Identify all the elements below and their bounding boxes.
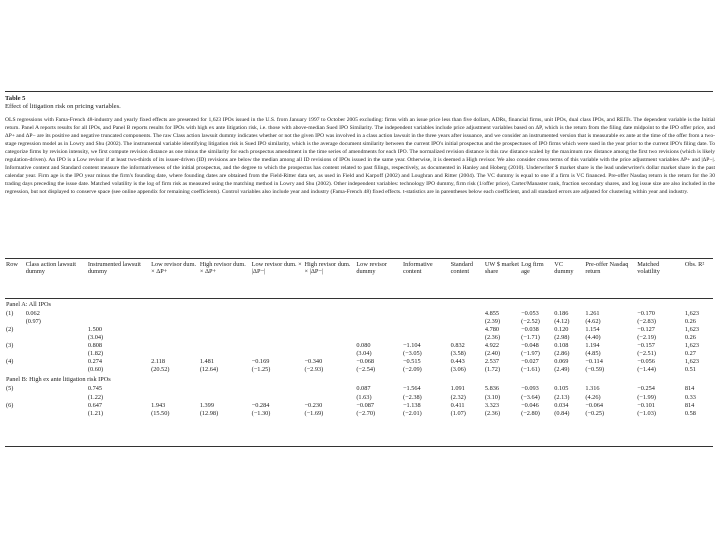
table-cell: 0.26 — [684, 317, 696, 325]
table-cell: (4) — [6, 358, 14, 366]
table-cell: 1,623 — [684, 341, 700, 349]
col-informative: Informative content — [402, 261, 433, 276]
table-cell: 0.832 — [450, 341, 465, 349]
table-cell — [355, 310, 402, 318]
table-cell: (1) — [6, 309, 14, 317]
table-cell — [25, 358, 87, 366]
table-cell: (−1.99) — [637, 393, 656, 401]
table-cell: (0.97) — [25, 317, 41, 325]
table-cell: (1.72) — [484, 366, 501, 374]
table-cell — [450, 326, 484, 334]
table-cell — [150, 310, 199, 318]
table-cell: (−2.38) — [402, 393, 422, 401]
table-cell: −0.169 — [251, 358, 270, 366]
table-cell: (−1.30) — [251, 409, 271, 417]
table-cell — [25, 402, 87, 410]
table-cell: −0.284 — [251, 401, 270, 409]
table-cell — [199, 326, 251, 334]
table-cell: −0.515 — [402, 358, 421, 366]
table-cell: (−2.80) — [521, 409, 540, 417]
table-cell: (3.04) — [356, 350, 372, 358]
table-row — [5, 318, 713, 326]
table-cell: (3.04) — [87, 333, 104, 341]
table-cell: (1.07) — [450, 409, 466, 417]
col-standard: Standard content — [450, 261, 474, 276]
col-class-action: Class action lawsuit dummy — [25, 261, 77, 276]
table-cell: 4.780 — [484, 325, 500, 333]
table-cell: (15.50) — [151, 409, 170, 417]
table-cell: 0.411 — [450, 401, 465, 409]
table-cell: 0.069 — [554, 358, 569, 366]
col-low-revisor: Low revisor dummy — [356, 261, 387, 276]
table-cell: 3.323 — [484, 401, 500, 409]
table-cell — [355, 318, 402, 326]
table-cell — [25, 366, 87, 374]
table-cell: (4.62) — [585, 317, 601, 325]
table-cell — [87, 310, 150, 318]
table-cell: 1.481 — [199, 358, 214, 366]
table-cell: −0.093 — [521, 385, 539, 393]
table-cell — [5, 394, 25, 402]
table-cell: 1.500 — [87, 325, 103, 333]
table-cell — [150, 385, 199, 393]
table-cell: −0.170 — [637, 309, 655, 317]
table-cell: (2.86) — [554, 350, 570, 358]
table-cell — [251, 385, 304, 393]
table-cell: 0.58 — [684, 409, 696, 417]
table-cell: 1,623 — [684, 358, 700, 366]
table-cell — [150, 394, 199, 402]
table-cell: (−3.64) — [521, 393, 540, 401]
table-cell: 1.091 — [450, 385, 465, 393]
table-cell: (−2.52) — [521, 317, 540, 325]
table-cell — [199, 342, 251, 350]
table-cell: −1.138 — [402, 401, 421, 409]
table-cell: −0.114 — [585, 358, 603, 366]
table-row — [5, 358, 713, 366]
panel-a-label: Panel A: All IPOs — [6, 300, 51, 308]
table-cell: (−2.70) — [356, 409, 376, 417]
table-cell — [25, 385, 87, 393]
col-instrumented: Instrumented lawsuit dummy — [87, 261, 141, 276]
table-cell — [87, 318, 150, 326]
table-cell: (0.84) — [554, 409, 570, 417]
col-firm-age: Log firm age — [521, 261, 544, 276]
table-cell: 0.33 — [684, 393, 696, 401]
table-cell: 0.120 — [554, 325, 569, 333]
table-cell: 1.943 — [151, 401, 166, 409]
table-cell — [402, 326, 450, 334]
table-cell: (−2.09) — [402, 366, 422, 374]
table-cell: (3.10) — [484, 393, 501, 401]
table-cell — [150, 326, 199, 334]
table-cell — [355, 334, 402, 342]
table-cell — [402, 334, 450, 342]
table-cell — [251, 342, 304, 350]
table-cell: −0.046 — [521, 401, 539, 409]
table-cell — [304, 385, 356, 393]
table-cell: 4.922 — [484, 341, 500, 349]
header-top-rule — [5, 258, 713, 259]
table-cell: −0.340 — [304, 358, 323, 366]
table-cell: 2.537 — [484, 358, 500, 366]
table-cell: 0.26 — [684, 333, 696, 341]
table-cell — [251, 334, 304, 342]
table-row — [5, 310, 713, 318]
table-cell: (2) — [6, 325, 14, 333]
table-cell: −1.564 — [402, 385, 421, 393]
table-cell — [5, 334, 25, 342]
table-cell: −0.230 — [304, 401, 323, 409]
table-cell: (2.40) — [484, 350, 501, 358]
table-cell: −0.053 — [521, 309, 539, 317]
table-cell: (20.52) — [151, 366, 170, 374]
table-cell: 0.647 — [87, 401, 103, 409]
table-cell: (−0.25) — [585, 409, 605, 417]
table-cell — [150, 350, 199, 358]
col-high-rev-dp-neg: High revisor dum. × |ΔP−| — [304, 261, 351, 276]
table-cell: (2.13) — [554, 393, 570, 401]
table-cell — [251, 394, 304, 402]
table-row — [5, 350, 713, 358]
table-cell — [199, 385, 251, 393]
table-cell: (2.36) — [484, 409, 501, 417]
table-cell — [5, 318, 25, 326]
table-cell: 814 — [684, 385, 695, 393]
table-cell: −0.048 — [521, 341, 539, 349]
table-cell: (−1.61) — [521, 366, 540, 374]
table-cell: 1.399 — [199, 401, 214, 409]
table-cell: 814 — [684, 401, 695, 409]
table-cell: −0.038 — [521, 325, 539, 333]
table-cell: (−1.44) — [637, 366, 656, 374]
table-cell: 0.808 — [87, 341, 103, 349]
table-cell: −0.101 — [637, 401, 655, 409]
table-cell: (5) — [6, 385, 14, 393]
table-cell — [25, 342, 87, 350]
table-row — [5, 385, 713, 393]
table-cell: 1,623 — [684, 309, 700, 317]
table-caption: OLS regressions with Fama-French 48-industry and yearly fixed effects are presented for 1,623 IPOs issued in the U.S. from January 1997 to October 2005 excluding: firms with an issue price less than five dollars, ADRs, financial firms, unit IPOs, dual class IPOs, and REITs. The dependent variable is the Initial return. Panel A reports results for all IPOs, and Panel B reports results for IPOs with high ex ante litigation risk, i.e. those with above-median Sued IPO Similarity. The independent variables include price adjustment variables based on ΔP, which is the return from the filing date midpoint to the IPO offer price, and ΔP+ and ΔP− are its positive and negative truncated components. The raw Class action lawsuit dummy indicates whether or not the given IPO was involved in a class action lawsuit in the three years after issuance, and we consider an instrumented version that is measurable ex ante at the time of the offer from a two-stage regression model as in Lowry and Shu (2002). The instrumental variable identifying litigation risk is Sued IPO similarity, which is the average document similarity between the current IPO's initial prospectus and the prospectuses of IPO firms which were sued in the year prior to the current IPO's filing date. To categorize firms by revision intensity, we first compute revision distance as one minus the similarity for each prospectus amendment in the time series of amendments for each IPO. The normalized revision distance is this raw distance scaled by the maximum raw distance among the first two revisions (which is likely regulation-driven). An IPO is a Low revisor if at least two-thirds of its issuer-driven (ID) revisions are below the median among all ID revisions of IPOs issued in the same year. Otherwise, it is deemed a High revisor. We also consider cross terms of this variable with the price adjustment variables ΔP+ and |ΔP−|. Informative content and Standard content measure the informativeness of the initial prospectus, and the degree to which the prospectus has content related to past filings, respectively, as documented in Hanley and Hoberg (2010). Underwriter $ market share is the lead underwriter's dollar market share in the past calendar year. Firm age is the IPO year minus the firm's founding date, where founding dates are obtained from the Field-Ritter data set, as used in Field and Karpoff (2002) and Loughran and Ritter (2004). The VC dummy is equal to one if a firm is VC financed. Pre-offer Nasdaq return is the return for the 30 trading days preceding the issue date. Matched volatility is the log of firm risk as measured using the matching method in Lowry and Shu (2002). Other independent variables: technology IPO dummy, firm risk (1/offer price), Carter/Manaster rank, fraction secondary shares, and log issue size are also included in the regression, but not displayed to conserve space (see online appendix for remaining coefficients). Control variables also include year and industry (Fama-French 48) fixed effects. t-statistics are in parentheses below each coefficient, and all standard errors are adjusted for clustering within year and industry. — [5, 117, 715, 196]
table-cell: (2.98) — [554, 333, 570, 341]
table-cell: 2.118 — [151, 358, 166, 366]
table-cell: 0.087 — [356, 385, 371, 393]
table-cell: 0.105 — [554, 385, 569, 393]
table-cell — [450, 310, 484, 318]
table-cell — [304, 318, 356, 326]
table-cell — [150, 318, 199, 326]
table-cell: (1.63) — [356, 393, 372, 401]
table-cell — [199, 350, 251, 358]
table-cell: (−1.97) — [521, 350, 540, 358]
table-cell: −0.254 — [637, 385, 655, 393]
table-cell — [304, 342, 356, 350]
table-cell: 1.154 — [585, 325, 600, 333]
table-cell: −0.127 — [637, 325, 655, 333]
table-cell — [199, 310, 251, 318]
table-cell: (−2.93) — [304, 366, 324, 374]
table-cell: (3) — [6, 341, 14, 349]
table-cell — [355, 326, 402, 334]
col-low-rev-dp-neg: Low revisor dum. × |ΔP−| — [251, 261, 302, 276]
table-cell: −1.104 — [402, 341, 421, 349]
table-cell: (−1.69) — [304, 409, 324, 417]
table-cell: 1.261 — [585, 309, 600, 317]
col-obs: Obs. R² — [684, 261, 705, 268]
table-cell: (4.26) — [585, 393, 601, 401]
table-cell: −0.157 — [637, 341, 655, 349]
table-cell: (1.22) — [87, 393, 104, 401]
table-cell: 0.080 — [356, 341, 371, 349]
table-cell: 4.855 — [484, 309, 500, 317]
table-cell: 0.108 — [554, 341, 569, 349]
table-row — [5, 410, 713, 418]
table-cell: (−2.51) — [637, 350, 656, 358]
col-low-rev-dp-pos: Low revisor dum. × ΔP+ — [151, 261, 197, 276]
table-cell — [251, 350, 304, 358]
table-cell: (4.40) — [585, 333, 601, 341]
table-cell — [251, 310, 304, 318]
table-row — [5, 394, 713, 402]
table-cell: (−2.83) — [637, 317, 656, 325]
table-cell — [304, 326, 356, 334]
table-cell — [25, 326, 87, 334]
top-rule — [5, 91, 713, 92]
table-cell: (−1.25) — [251, 366, 271, 374]
results-table — [5, 261, 713, 418]
table-cell: −0.056 — [637, 358, 655, 366]
table-header — [5, 95, 715, 111]
col-nasdaq: Pre-offer Nasdaq return — [585, 261, 629, 276]
table-cell: (3.58) — [450, 350, 466, 358]
table-cell — [5, 410, 25, 418]
table-cell: 1.316 — [585, 385, 600, 393]
table-cell: 0.034 — [554, 401, 569, 409]
table-cell: −0.027 — [521, 358, 539, 366]
table-cell — [251, 318, 304, 326]
table-cell — [402, 318, 450, 326]
table-cell: 0.27 — [684, 350, 696, 358]
bottom-rule — [5, 446, 713, 447]
table-cell: (−2.19) — [637, 333, 656, 341]
table-cell — [199, 318, 251, 326]
table-cell: 0.186 — [554, 309, 569, 317]
table-row — [5, 402, 713, 410]
table-cell — [150, 334, 199, 342]
table-cell: 0.745 — [87, 385, 103, 393]
panel-b-label: Panel B: High ex ante litigation risk IPOs — [6, 376, 111, 384]
table-cell: (12.98) — [199, 409, 219, 417]
table-cell — [450, 318, 484, 326]
table-cell: (−2.54) — [356, 366, 376, 374]
col-row: Row — [6, 261, 18, 268]
col-volatility: Matched volatility — [637, 261, 660, 276]
table-cell — [25, 394, 87, 402]
table-label: Table 5 — [5, 95, 26, 102]
table-cell: 0.062 — [25, 309, 40, 317]
table-cell — [25, 410, 87, 418]
table-cell: −0.068 — [356, 358, 375, 366]
table-cell — [199, 394, 251, 402]
table-cell — [25, 350, 87, 358]
table-cell: (1.21) — [87, 409, 104, 417]
table-cell: (0.60) — [87, 366, 104, 374]
table-cell: −0.064 — [585, 401, 604, 409]
table-cell — [199, 334, 251, 342]
table-cell: 0.274 — [87, 358, 103, 366]
table-row — [5, 342, 713, 350]
table-subtitle: Effect of litigation risk on pricing variables. — [5, 103, 121, 111]
table-cell — [150, 342, 199, 350]
table-cell: −0.087 — [356, 401, 375, 409]
table-row — [5, 334, 713, 342]
table-cell: 0.51 — [684, 366, 696, 374]
table-cell: (2.32) — [450, 393, 466, 401]
table-cell — [5, 366, 25, 374]
table-row — [5, 366, 713, 374]
table-cell — [304, 394, 356, 402]
table-cell: 0.443 — [450, 358, 465, 366]
table-cell — [402, 310, 450, 318]
col-high-rev-dp-pos: High revisor dum. × ΔP+ — [199, 261, 246, 276]
col-vc: VC dummy — [554, 261, 574, 276]
table-cell: (6) — [6, 401, 14, 409]
table-cell — [5, 350, 25, 358]
table-cell — [304, 334, 356, 342]
table-cell: (−2.01) — [402, 409, 422, 417]
table-cell: (12.64) — [199, 366, 219, 374]
table-cell: (−1.71) — [521, 333, 540, 341]
table-cell — [304, 350, 356, 358]
table-cell: (4.85) — [585, 350, 601, 358]
table-cell — [450, 334, 484, 342]
table-cell: (3.06) — [450, 366, 466, 374]
table-cell: (2.39) — [484, 317, 501, 325]
table-cell: (4.12) — [554, 317, 570, 325]
table-cell: (2.36) — [484, 333, 501, 341]
table-row — [5, 326, 713, 334]
table-cell: 1.194 — [585, 341, 600, 349]
table-cell — [304, 310, 356, 318]
table-cell: (1.82) — [87, 350, 104, 358]
table-cell: (−3.05) — [402, 350, 422, 358]
col-uw-share: UW $ market share — [484, 261, 519, 276]
table-cell: 5.836 — [484, 385, 500, 393]
table-cell — [251, 326, 304, 334]
table-cell: (2.49) — [554, 366, 570, 374]
table-cell: (−0.59) — [585, 366, 605, 374]
table-cell: 1,623 — [684, 325, 700, 333]
table-cell — [25, 334, 87, 342]
table-cell: (−1.03) — [637, 409, 656, 417]
